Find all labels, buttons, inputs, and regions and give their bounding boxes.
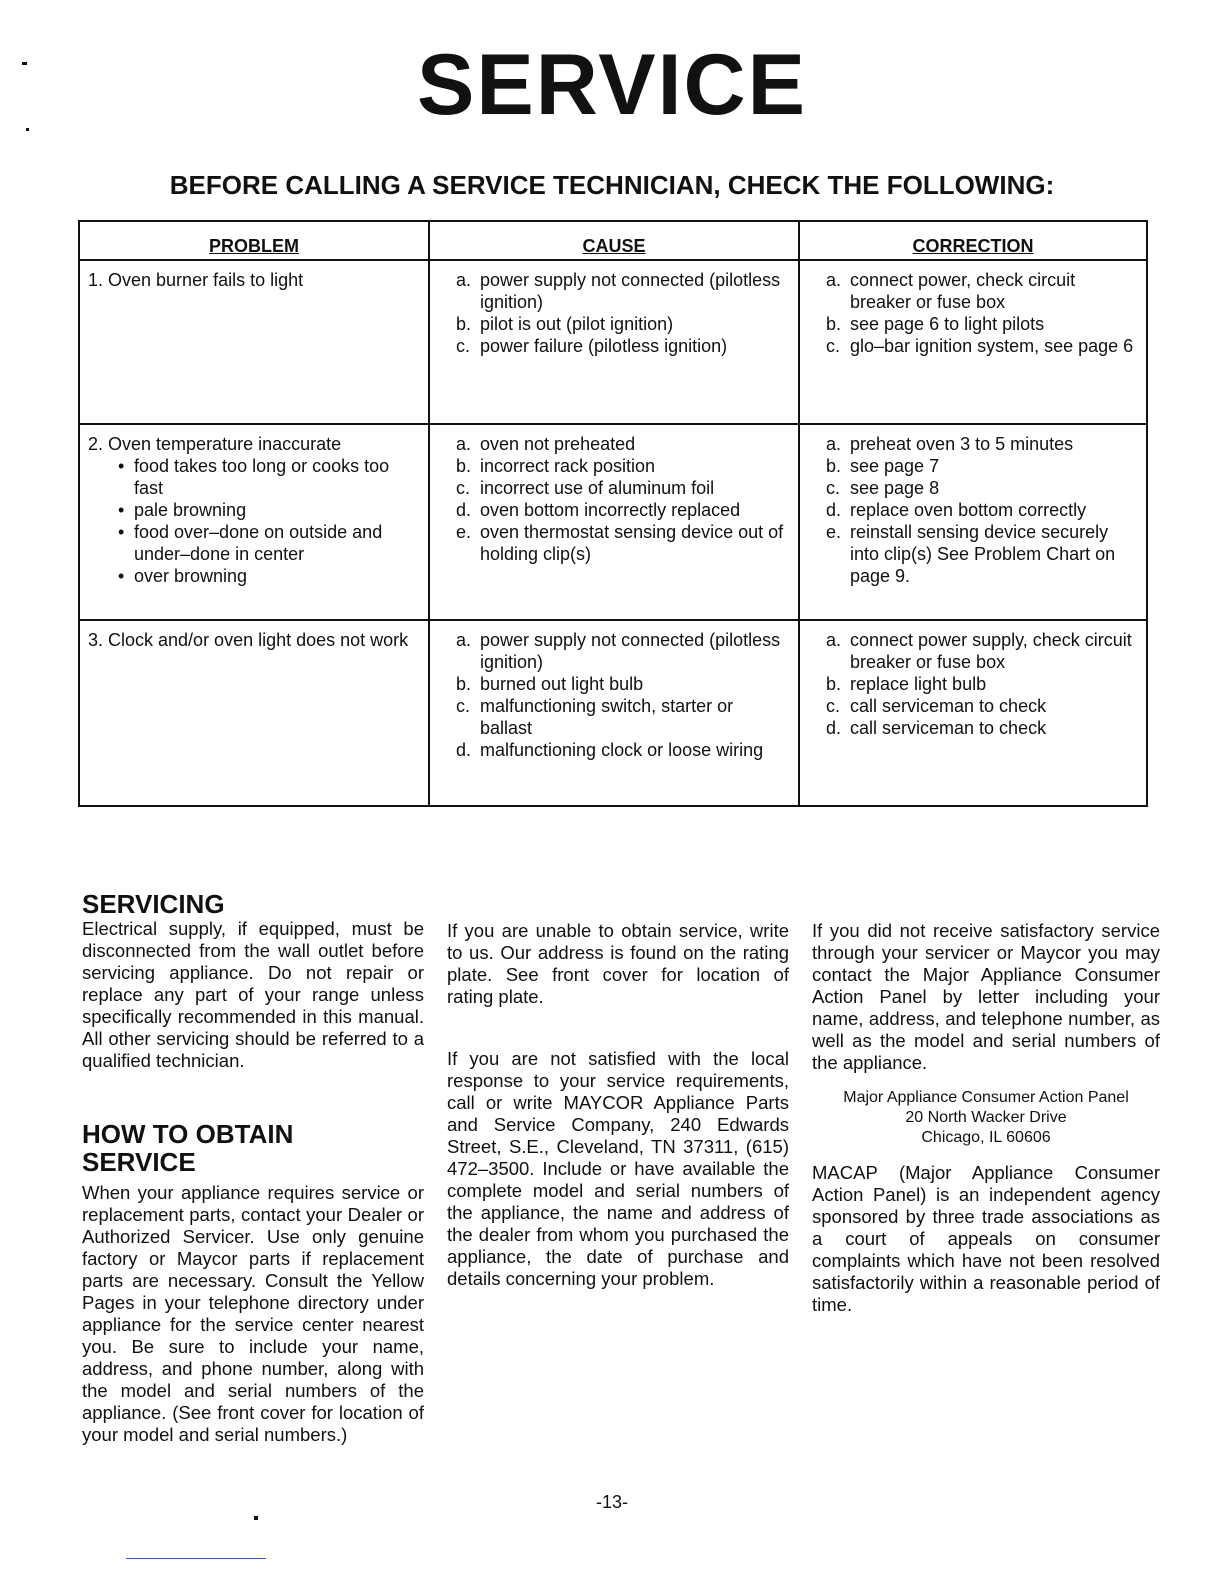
how-to-paragraph-4: If you did not receive satisfactory service through your servicer or Maycor you may contact the Major Appliance Consumer Action Panel by letter including your name, address, and telephone number, as well as the model and serial numbers of the appliance. xyxy=(812,920,1160,1073)
cause-cell xyxy=(429,260,799,424)
table-header-row xyxy=(79,221,1147,260)
troubleshooting-table xyxy=(78,220,1148,807)
table-row xyxy=(79,620,1147,806)
scan-speck xyxy=(26,128,29,131)
list-item: c. call serviceman to check xyxy=(826,696,1047,716)
how-to-heading-line2: SERVICE xyxy=(82,1147,196,1177)
list-item: d. oven bottom incorrectly replaced xyxy=(456,500,741,520)
page-title: SERVICE xyxy=(417,37,807,133)
list-item: a. oven not preheated xyxy=(456,434,636,454)
list-item: c. see page 8 xyxy=(826,478,940,498)
table-row xyxy=(79,424,1147,620)
list-item: d. call serviceman to check xyxy=(826,718,1047,738)
list-item: d. replace oven bottom correctly xyxy=(826,500,1087,520)
problem-text: 2. Oven temperature inaccurate xyxy=(88,434,342,454)
list-item: c. incorrect use of aluminum foil xyxy=(456,478,715,498)
list-item: d. malfunctioning clock or loose wiring xyxy=(456,740,764,760)
problem-text: 3. Clock and/or oven light does not work xyxy=(88,630,409,650)
header-problem: PROBLEM xyxy=(79,221,429,260)
list-item: e. oven thermostat sensing device out of holding clip(s) xyxy=(456,522,784,564)
problem-bullet: • pale browning xyxy=(108,499,420,521)
scan-speck xyxy=(254,1516,258,1520)
scan-line xyxy=(126,1558,266,1559)
list-item: b. replace light bulb xyxy=(826,674,987,694)
list-item: e. reinstall sensing device securely into clip(s) See Problem Chart on page 9. xyxy=(826,522,1116,586)
list-item: b. incorrect rack position xyxy=(456,456,656,476)
how-to-paragraph-2: If you are unable to obtain service, write to us. Our address is found on the rating plate. See front cover for location of rating plate. xyxy=(447,920,789,1007)
list-item: c. malfunctioning switch, starter or ballast xyxy=(456,696,734,738)
address-line: Chicago, IL 60606 xyxy=(921,1129,1051,1146)
header-cause: CAUSE xyxy=(429,221,799,260)
list-item: a. connect power supply, check circuit breaker or fuse box xyxy=(826,630,1132,672)
scan-speck xyxy=(22,62,27,65)
macap-address xyxy=(812,1088,1160,1148)
list-item: a. connect power, check circuit breaker or fuse box xyxy=(826,270,1076,312)
list-item: b. see page 6 to light pilots xyxy=(826,314,1045,334)
correction-cell xyxy=(799,424,1147,620)
how-to-paragraph-5: MACAP (Major Appliance Consumer Action Panel) is an independent agency sponsored by three trade associations as a court of appeals on consumer complaints which have not been resolved satisfactorily within a reasonable period of time. xyxy=(812,1162,1160,1315)
servicing-body: Electrical supply, if equipped, must be disconnected from the wall outlet before servicing appliance. Do not repair or replace any part of your range unless specifically recommended in this manual. All other servicing should be referred to a qualified technician. xyxy=(82,918,424,1071)
text-column-1 xyxy=(82,890,424,1446)
page-subtitle: BEFORE CALLING A SERVICE TECHNICIAN, CHECK THE FOLLOWING: xyxy=(169,170,1055,200)
how-to-heading-line1: HOW TO OBTAIN xyxy=(82,1119,294,1149)
list-item: b. pilot is out (pilot ignition) xyxy=(456,314,674,334)
table-row xyxy=(79,260,1147,424)
correction-cell xyxy=(799,260,1147,424)
list-item: b. see page 7 xyxy=(826,456,940,476)
header-correction: CORRECTION xyxy=(799,221,1147,260)
how-to-paragraph-3: If you are not satisfied with the local response to your service requirements, call or write MAYCOR Appliance Parts and Service Company, 240 Edwards Street, S.E., Cleveland, TN 37311, (615) 472–3500. Include or have available the complete model and serial numbers of the appliance, the name and address of the dealer from whom you purchased the appliance, the date of purchase and details concerning your problem. xyxy=(447,1048,789,1289)
cause-cell xyxy=(429,620,799,806)
list-item: b. burned out light bulb xyxy=(456,674,644,694)
servicing-heading: SERVICING xyxy=(82,889,225,919)
list-item: a. preheat oven 3 to 5 minutes xyxy=(826,434,1074,454)
problem-cell xyxy=(79,620,429,806)
address-line: Major Appliance Consumer Action Panel xyxy=(843,1089,1129,1106)
problem-bullet: • food takes too long or cooks too fast xyxy=(108,455,420,499)
problem-bullet: • over browning xyxy=(108,565,420,587)
list-item: c. glo–bar ignition system, see page 6 xyxy=(826,336,1134,356)
correction-cell xyxy=(799,620,1147,806)
text-column-3 xyxy=(812,890,1160,1316)
problem-text: 1. Oven burner fails to light xyxy=(88,270,304,290)
list-item: a. power supply not connected (pilotless ignition) xyxy=(456,630,781,672)
problem-bullet: • food over–done on outside and under–done in center xyxy=(108,521,420,565)
how-to-paragraph-1: When your appliance requires service or replacement parts, contact your Dealer or Authorized Servicer. Use only genuine factory or Maycor parts if replacement parts are necessary. Consult the Yellow Pages in your telephone directory under appliance for the service center nearest you. Be sure to include your name, address, and phone number, along with the model and serial numbers of the appliance. (See front cover for location of your model and serial numbers.) xyxy=(82,1182,424,1445)
cause-cell xyxy=(429,424,799,620)
list-item: a. power supply not connected (pilotless ignition) xyxy=(456,270,781,312)
address-line: 20 North Wacker Drive xyxy=(905,1109,1067,1126)
page-number: -13- xyxy=(595,1492,628,1512)
problem-cell xyxy=(79,424,429,620)
text-column-2 xyxy=(447,890,789,1290)
list-item: c. power failure (pilotless ignition) xyxy=(456,336,728,356)
problem-cell xyxy=(79,260,429,424)
